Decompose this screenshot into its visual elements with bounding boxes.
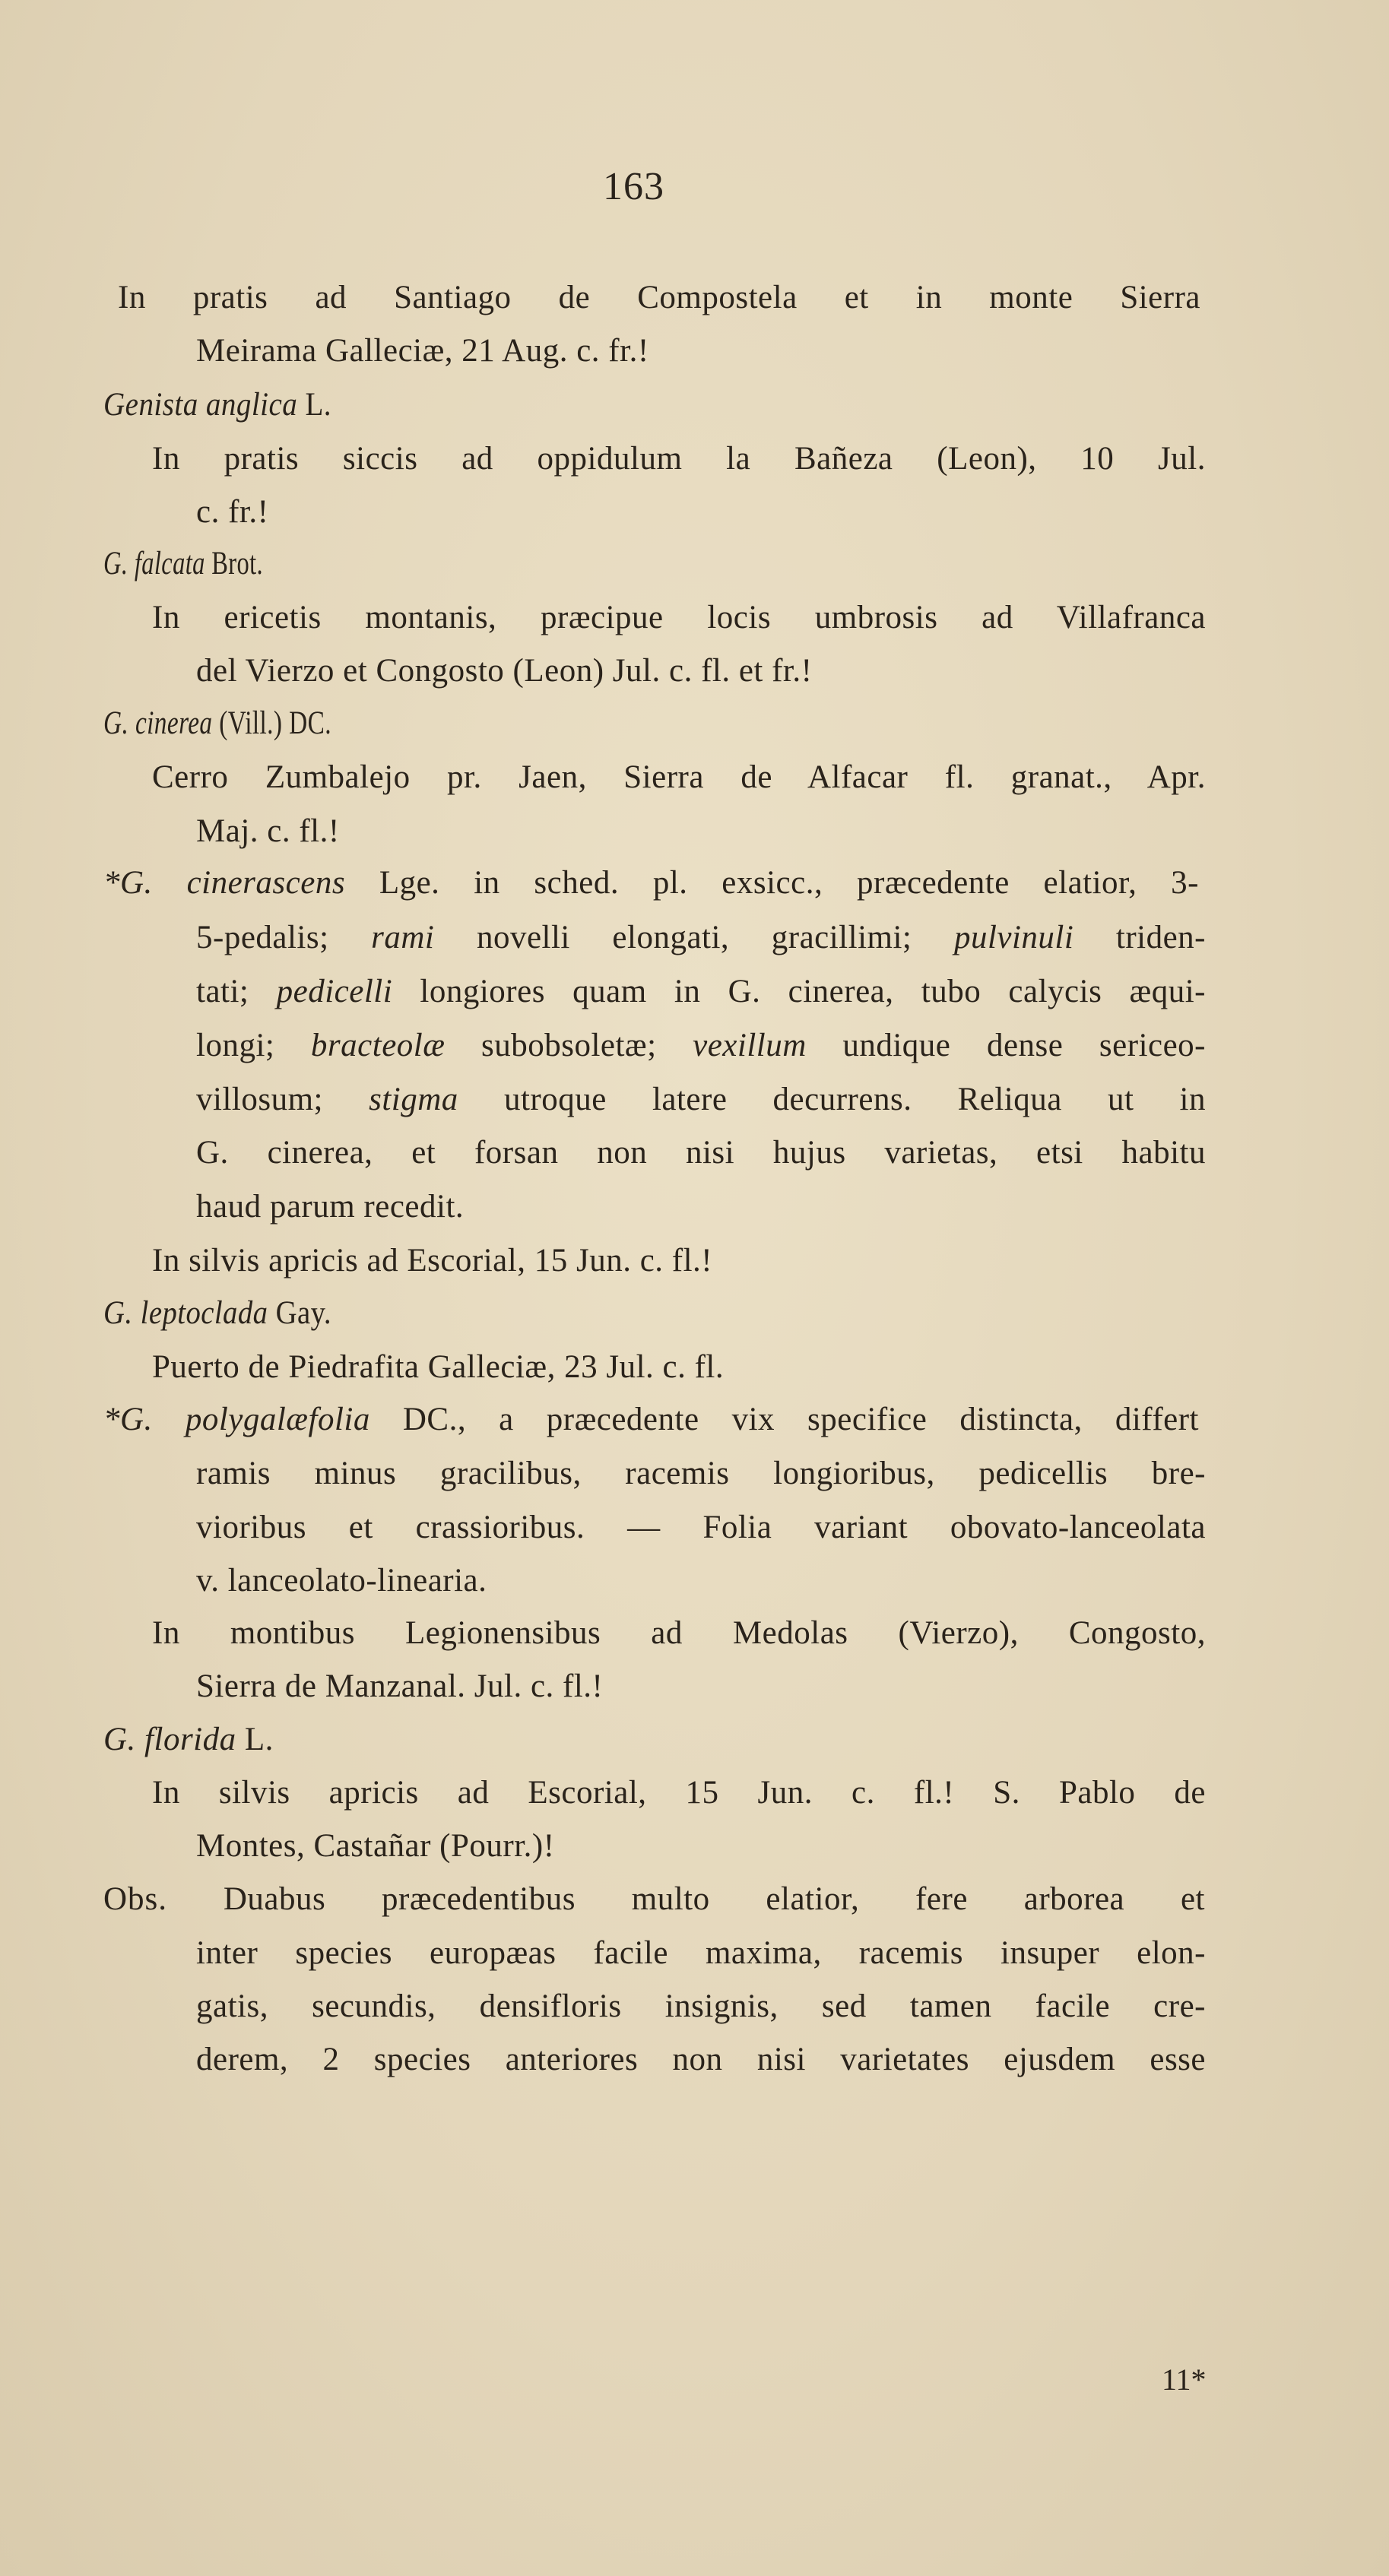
text-line: [103, 867, 1199, 899]
text-run: In pratis siccis ad oppidulum la Bañeza (Leon), 10 Jul.: [152, 441, 1206, 477]
text-run: (Vill.) DC.: [212, 705, 331, 741]
text-run: ramis minus gracilibus, racemis longioribus, pedicellis bre-: [196, 1456, 1206, 1491]
text-line: [196, 1457, 1206, 1490]
text-line: [196, 496, 268, 528]
text-line: [196, 1511, 1206, 1544]
text-run: In montibus Legionensibus ad Medolas (Vierzo), Congosto,: [152, 1615, 1206, 1651]
text-line: [103, 388, 331, 421]
text-line: [196, 1830, 555, 1862]
text-line: [196, 2043, 1206, 2076]
text-line: [103, 547, 263, 580]
text-run: DC., a præcedente vix specifice distincta, differt: [369, 1402, 1199, 1437]
text-line: [196, 1136, 1206, 1169]
text-line: [196, 1990, 1206, 2023]
text-run: undique dense sericeo-: [806, 1028, 1207, 1063]
text-line: [196, 1190, 464, 1223]
text-run: 5-pedalis;: [196, 920, 372, 955]
text-run: derem, 2 species anteriores non nisi varietates ejusdem esse: [196, 2042, 1206, 2077]
text-line: [152, 1351, 724, 1383]
taxon-name: *G. cinerascens: [103, 865, 346, 901]
text-line: [196, 654, 812, 687]
text-line: [103, 1723, 274, 1756]
text-line: [196, 815, 340, 848]
text-line: [196, 975, 1206, 1008]
text-line: [103, 1403, 1199, 1436]
text-run: Puerto de Piedrafita Galleciæ, 23 Jul. c. fl.: [152, 1349, 725, 1385]
text-run: L.: [297, 387, 331, 423]
text-line: [152, 1244, 712, 1277]
text-run: In pratis ad Santiago de Compostela et in monte Sierra: [118, 280, 1200, 315]
text-run: Sierra de Manzanal. Jul. c. fl.!: [196, 1668, 604, 1704]
text-run: Brot.: [205, 546, 263, 581]
taxon-name: pedicelli: [276, 974, 393, 1009]
text-line: [196, 1670, 603, 1703]
text-run: villosum;: [196, 1082, 369, 1117]
text-run: subobsoletæ;: [445, 1028, 693, 1063]
text-line: [196, 1083, 1206, 1116]
text-run: In silvis apricis ad Escorial, 15 Jun. c. fl.! S. Pablo de: [152, 1775, 1206, 1811]
text-run: Lge. in sched. pl. exsicc., præcedente elatior, 3-: [345, 865, 1199, 901]
text-run: utroque latere decurrens. Reliqua ut in: [458, 1082, 1207, 1117]
text-line: [196, 1029, 1206, 1062]
text-line: [118, 281, 1200, 314]
signature-mark: 11*: [1162, 2362, 1207, 2397]
taxon-name: G. falcata: [103, 546, 205, 581]
text-run: Obs.: [103, 1881, 168, 1917]
text-line: [196, 921, 1206, 954]
text-run: longiores quam in G. cinerea, tubo calycis æqui-: [392, 974, 1206, 1009]
text-run: vioribus et crassioribus. — Folia variant obovato-lanceolata: [196, 1510, 1206, 1545]
taxon-name: rami: [371, 920, 435, 955]
text-run: Meirama Galleciæ, 21 Aug. c. fr.!: [196, 333, 649, 369]
text-run: longi;: [196, 1028, 311, 1063]
text-run: Cerro Zumbalejo pr. Jaen, Sierra de Alfacar fl. granat., Apr.: [152, 759, 1206, 795]
taxon-name: Genista anglica: [103, 387, 298, 423]
taxon-name: vexillum: [693, 1028, 807, 1063]
text-line: [103, 1883, 1205, 1915]
text-run: del Vierzo et Congosto (Leon) Jul. c. fl. et fr.!: [196, 653, 813, 689]
taxon-name: G. cinerea: [103, 705, 213, 741]
text-run: gatis, secundis, densifloris insignis, sed tamen facile cre-: [196, 1988, 1206, 2024]
page-number: 163: [603, 165, 664, 208]
text-line: [152, 1617, 1206, 1649]
text-line: [152, 442, 1206, 475]
text-run: inter species europæas facile maxima, racemis insuper elon-: [196, 1935, 1206, 1971]
text-run: Gay.: [268, 1295, 331, 1331]
text-run: In ericetis montanis, præcipue locis umbrosis ad Villafranca: [152, 600, 1206, 635]
text-line: [152, 601, 1206, 634]
taxon-name: pulvinuli: [953, 920, 1074, 955]
text-line: [103, 1297, 331, 1329]
text-line: [196, 1937, 1206, 1969]
text-line: [196, 334, 649, 367]
taxon-name: G. leptoclada: [103, 1295, 268, 1331]
taxon-name: bracteolæ: [310, 1028, 446, 1063]
text-run: Montes, Castañar (Pourr.)!: [196, 1828, 555, 1864]
text-run: tati;: [196, 974, 277, 1009]
taxon-name: *G. polygalæfolia: [103, 1402, 370, 1437]
text-run: haud parum recedit.: [196, 1189, 465, 1225]
text-line: [152, 761, 1206, 794]
text-run: triden-: [1073, 920, 1206, 955]
taxon-name: stigma: [369, 1082, 458, 1117]
text-run: In silvis apricis ad Escorial, 15 Jun. c. fl.!: [152, 1243, 713, 1278]
text-line: [103, 707, 331, 740]
text-run: G. cinerea, et forsan non nisi hujus varietas, etsi habitu: [196, 1135, 1206, 1171]
taxon-name: G. florida: [103, 1722, 236, 1757]
text-line: [196, 1564, 487, 1597]
text-run: Duabus præcedentibus multo elatior, fere arborea et: [167, 1881, 1205, 1917]
text-run: novelli elongati, gracillimi;: [434, 920, 954, 955]
text-run: c. fr.!: [196, 494, 269, 530]
text-line: [152, 1776, 1206, 1809]
text-run: L.: [236, 1722, 274, 1757]
text-run: Maj. c. fl.!: [196, 813, 340, 849]
text-run: v. lanceolato-linearia.: [196, 1563, 487, 1599]
